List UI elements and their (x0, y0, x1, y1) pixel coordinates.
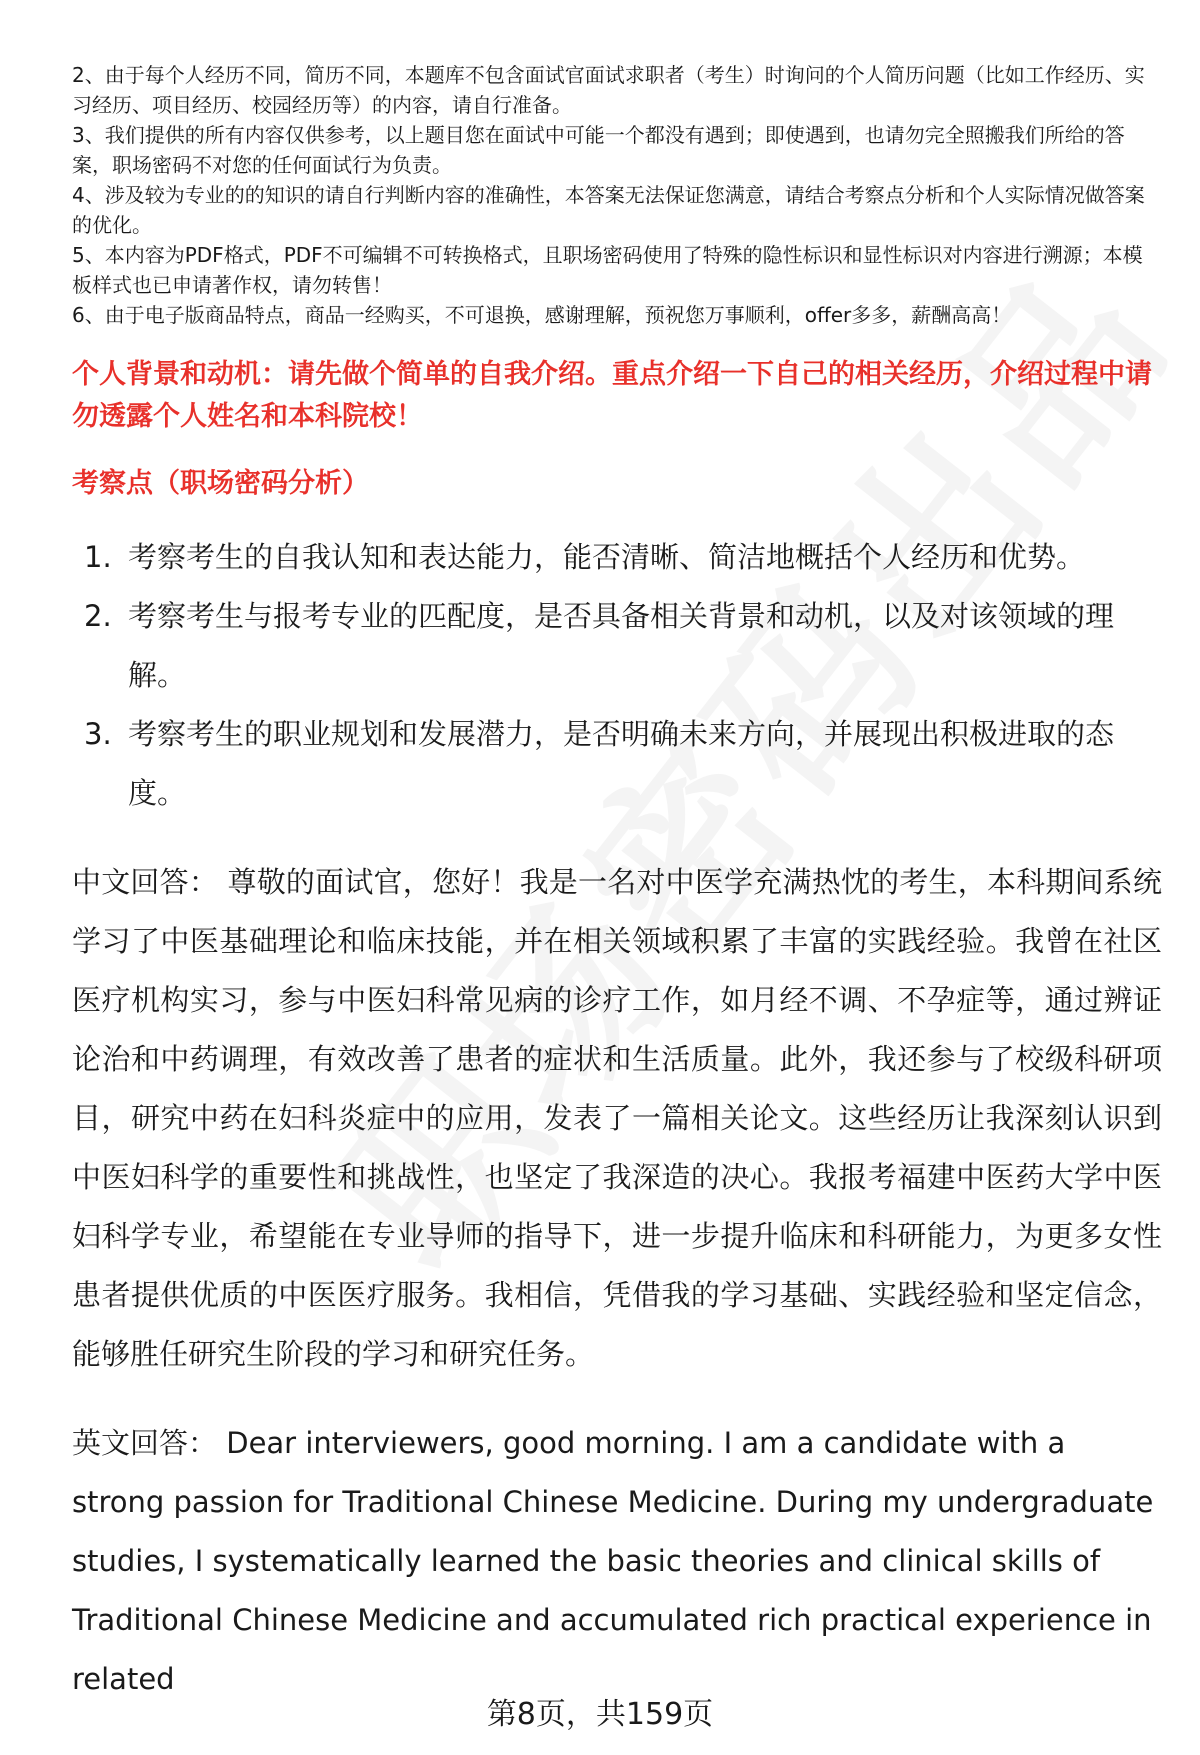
english-answer (72, 1414, 1162, 1709)
analysis-points (72, 528, 1162, 823)
note-item: 4、涉及较为专业的的知识的请自行判断内容的准确性，本答案无法保证您满意，请结合考察点分析和个人实际情况做答案的优化。 (72, 183, 1145, 237)
note-item: 2、由于每个人经历不同，简历不同，本题库不包含面试官面试求职者（考生）时询问的个人简历问题（比如工作经历、实习经历、项目经历、校园经历等）的内容，请自行准备。 (72, 63, 1145, 117)
note-item: 6、由于电子版商品特点，商品一经购买，不可退换，感谢理解，预祝您万事顺利，offer多多，薪酬高高！ (72, 303, 1012, 327)
notes-section (72, 60, 1162, 330)
page-number: 第8页，共159页 (486, 1697, 714, 1732)
analysis-point (72, 705, 1162, 823)
document-page (72, 60, 1162, 1709)
chinese-answer-text: 尊敬的面试官，您好！我是一名对中医学充满热忱的考生，本科期间系统学习了中医基础理论和临床技能，并在相关领域积累了丰富的实践经验。我曾在社区医疗机构实习，参与中医妇科常见病的诊疗工作，如月经不调、不孕症等，通过辨证论治和中药调理，有效改善了患者的症状和生活质量。此外，我还参与了校级科研项目，研究中药在妇科炎症中的应用，发表了一篇相关论文。这些经历让我深刻认识到中医妇科学的重要性和挑战性，也坚定了我深造的决心。我报考福建中医药大学中医妇科学专业，希望能在专业导师的指导下，进一步提升临床和科研能力，为更多女性患者提供优质的中医医疗服务。我相信，凭借我的学习基础、实践经验和坚定信念，能够胜任研究生阶段的学习和研究任务。 (72, 865, 1162, 1371)
point-number: 2. (84, 599, 112, 633)
english-answer-text: Dear interviewers, good morning. I am a candidate with a strong passion for Traditional Chinese Medicine. During my undergraduate studies, I systematically learned the basic theories and clinical skills of Traditional Chinese Medicine and accumulated rich practical experience in related (72, 1426, 1154, 1696)
note-item: 5、本内容为PDF格式，PDF不可编辑不可转换格式，且职场密码使用了特殊的隐性标识和显性标识对内容进行溯源；本模板样式也已申请著作权，请勿转售！ (72, 243, 1143, 297)
point-number: 1. (84, 540, 112, 574)
point-text: 考察考生的职业规划和发展潜力，是否明确未来方向，并展现出积极进取的态度。 (128, 717, 1115, 810)
point-number: 3. (84, 717, 112, 751)
chinese-answer (72, 853, 1162, 1384)
english-answer-label: 英文回答： (72, 1426, 218, 1460)
chinese-answer-label: 中文回答： (72, 865, 219, 899)
analysis-point (72, 587, 1162, 705)
point-text: 考察考生与报考专业的匹配度，是否具备相关背景和动机，以及对该领域的理解。 (128, 599, 1115, 692)
analysis-title: 考察点（职场密码分析） (72, 468, 369, 499)
analysis-point (72, 528, 1162, 587)
note-item: 3、我们提供的所有内容仅供参考，以上题目您在面试中可能一个都没有遇到；即使遇到，也请勿完全照搬我们所给的答案，职场密码不对您的任何面试行为负责。 (72, 123, 1125, 177)
question-heading: 个人背景和动机：请先做个简单的自我介绍。重点介绍一下自己的相关经历，介绍过程中请勿透露个人姓名和本科院校！ (72, 359, 1152, 432)
point-text: 考察考生的自我认知和表达能力，能否清晰、简洁地概括个人经历和优势。 (128, 540, 1086, 574)
